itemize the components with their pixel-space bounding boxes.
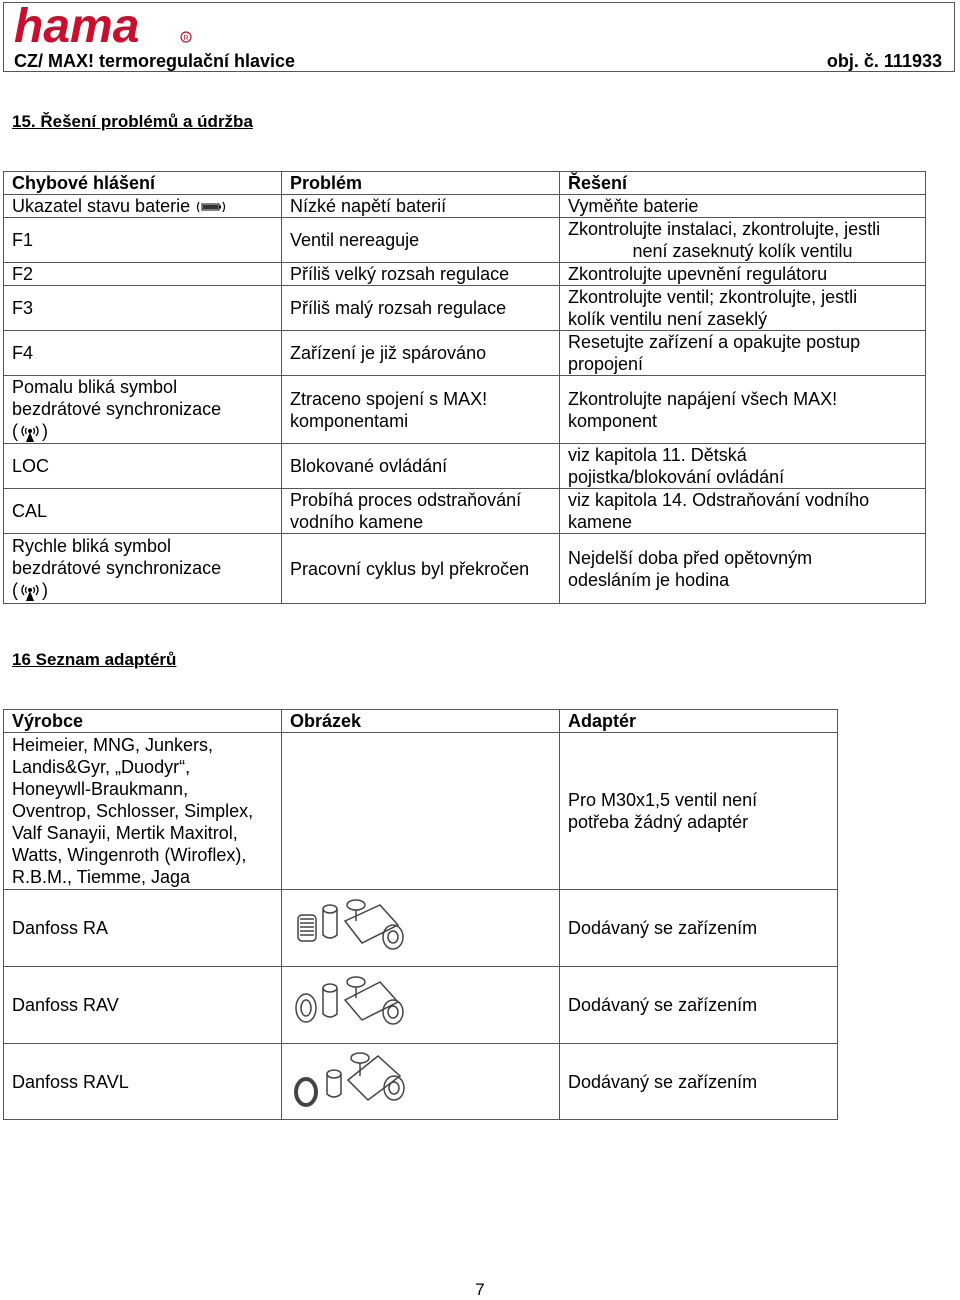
column-header: Řešení bbox=[560, 172, 926, 195]
valve-adapter-image bbox=[290, 1044, 420, 1114]
error-message: F3 bbox=[4, 286, 282, 331]
adapter-image bbox=[282, 1044, 560, 1120]
solution: Zkontrolujte ventil; zkontrolujte, jestli kolík ventilu není zaseklý bbox=[560, 286, 926, 331]
solution: Zkontrolujte instalaci, zkontrolujte, jestli není zaseknutý kolík ventilu bbox=[560, 218, 926, 263]
error-message: F1 bbox=[4, 218, 282, 263]
adapter: Dodávaný se zařízením bbox=[560, 890, 838, 967]
error-message: F4 bbox=[4, 331, 282, 376]
manufacturer: Danfoss RA bbox=[4, 890, 282, 967]
table-row bbox=[4, 489, 926, 534]
table-row bbox=[4, 195, 926, 218]
manufacturer: Heimeier, MNG, Junkers, Landis&Gyr, „Duodyr“, Honeywll-Braukmann, Oventrop, Schlosser, Simplex, Valf Sanayii, Mertik Maxitrol, Watts, Wingenroth (Wiroflex), R.B.M., Tiemme, Jaga bbox=[4, 733, 282, 890]
problem: Pracovní cyklus byl překročen bbox=[282, 534, 560, 604]
section-16-title: 16 Seznam adaptérů bbox=[12, 650, 177, 669]
valve-adapter-image bbox=[290, 968, 420, 1038]
document-title: CZ/ MAX! termoregulační hlavice bbox=[14, 51, 296, 71]
table-row bbox=[4, 890, 838, 967]
problem: Blokované ovládání bbox=[282, 444, 560, 489]
solution: Nejdelší doba před opětovným odesláním je hodina bbox=[560, 534, 926, 604]
adapter: Dodávaný se zařízením bbox=[560, 967, 838, 1044]
column-header: Adaptér bbox=[560, 710, 838, 733]
error-message: LOC bbox=[4, 444, 282, 489]
battery-icon bbox=[195, 200, 227, 214]
column-header: Chybové hlášení bbox=[4, 172, 282, 195]
problem: Zařízení je již spárováno bbox=[282, 331, 560, 376]
wireless-sync-icon bbox=[18, 582, 42, 602]
adapter-table bbox=[3, 709, 838, 1120]
column-header: Problém bbox=[282, 172, 560, 195]
solution: Resetujte zařízení a opakujte postup propojení bbox=[560, 331, 926, 376]
problem: Ztraceno spojení s MAX! komponentami bbox=[282, 376, 560, 444]
table-header-row bbox=[4, 710, 838, 733]
table-row bbox=[4, 263, 926, 286]
table-row bbox=[4, 376, 926, 444]
error-message: CAL bbox=[4, 489, 282, 534]
adapter-image bbox=[282, 890, 560, 967]
table-row bbox=[4, 444, 926, 489]
section-15-title: 15. Řešení problémů a údržba bbox=[12, 112, 253, 131]
error-message: Pomalu bliká symbol bezdrátové synchronizace ( ) bbox=[4, 376, 282, 444]
problem: Příliš malý rozsah regulace bbox=[282, 286, 560, 331]
table-row bbox=[4, 1044, 838, 1120]
problem: Nízké napětí baterií bbox=[282, 195, 560, 218]
column-header: Výrobce bbox=[4, 710, 282, 733]
error-message: Rychle bliká symbol bezdrátové synchronizace ( ) bbox=[4, 534, 282, 604]
svg-text:R: R bbox=[183, 35, 189, 42]
table-row bbox=[4, 286, 926, 331]
solution: viz kapitola 11. Dětská pojistka/blokování ovládání bbox=[560, 444, 926, 489]
adapter-image bbox=[282, 733, 560, 890]
problem: Příliš velký rozsah regulace bbox=[282, 263, 560, 286]
troubleshooting-table bbox=[3, 171, 926, 604]
svg-text:hama: hama bbox=[14, 5, 140, 47]
adapter: Dodávaný se zařízením bbox=[560, 1044, 838, 1120]
page-number: 7 bbox=[475, 1280, 485, 1299]
error-message: F2 bbox=[4, 263, 282, 286]
error-message: Ukazatel stavu baterie bbox=[4, 195, 282, 218]
table-row bbox=[4, 218, 926, 263]
manufacturer: Danfoss RAVL bbox=[4, 1044, 282, 1120]
adapter-image bbox=[282, 967, 560, 1044]
table-header-row bbox=[4, 172, 926, 195]
order-number: obj. č. 111933 bbox=[826, 51, 942, 71]
table-row bbox=[4, 733, 838, 890]
problem: Probíhá proces odstraňování vodního kamene bbox=[282, 489, 560, 534]
column-header: Obrázek bbox=[282, 710, 560, 733]
solution: Zkontrolujte napájení všech MAX! komponent bbox=[560, 376, 926, 444]
solution: Vyměňte baterie bbox=[560, 195, 926, 218]
problem: Ventil nereaguje bbox=[282, 218, 560, 263]
table-row bbox=[4, 967, 838, 1044]
wireless-sync-icon bbox=[18, 423, 42, 443]
table-row bbox=[4, 331, 926, 376]
page-header bbox=[3, 2, 955, 72]
adapter: Pro M30x1,5 ventil není potřeba žádný adaptér bbox=[560, 733, 838, 890]
solution: viz kapitola 14. Odstraňování vodního kamene bbox=[560, 489, 926, 534]
solution: Zkontrolujte upevnění regulátoru bbox=[560, 263, 926, 286]
hama-logo bbox=[14, 5, 194, 47]
valve-adapter-image bbox=[290, 891, 420, 961]
table-row bbox=[4, 534, 926, 604]
manufacturer: Danfoss RAV bbox=[4, 967, 282, 1044]
